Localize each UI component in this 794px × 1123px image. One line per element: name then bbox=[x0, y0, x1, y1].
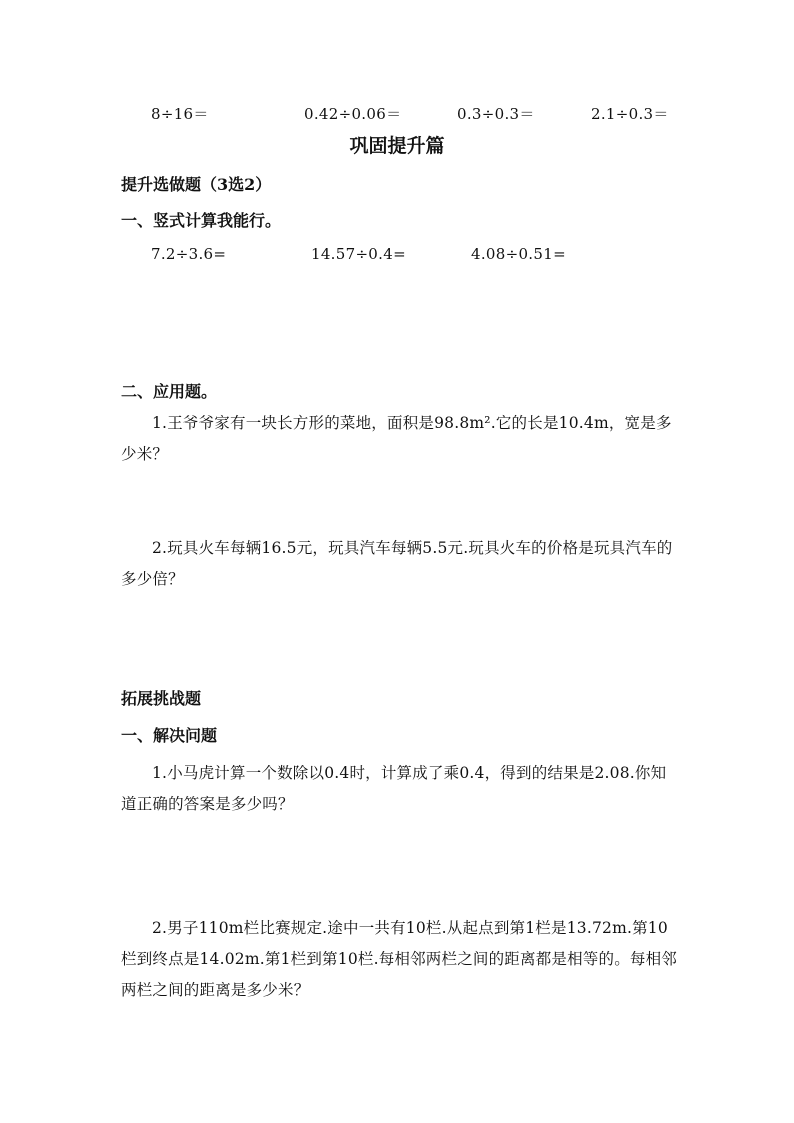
question-vegetable-field: 1.王爷爷家有一块长方形的菜地，面积是98.8m².它的长是10.4m，宽是多少米？ bbox=[121, 414, 672, 463]
section-heading-optional: 提升选做题（3选2） bbox=[121, 175, 272, 194]
part-heading-vertical-calc: 一、竖式计算我能行。 bbox=[121, 211, 282, 230]
page-title: 巩固提升篇 bbox=[349, 135, 445, 157]
vertical-calc-expr-3: 4.08÷0.51= bbox=[471, 245, 566, 263]
vertical-calc-expr-1: 7.2÷3.6= bbox=[151, 245, 227, 263]
vertical-calc-expr-2: 14.57÷0.4= bbox=[311, 245, 406, 263]
question-hurdles: 2.男子110m栏比赛规定.途中一共有10栏.从起点到第1栏是13.72m.第10栏到终点是14.02m.第1栏到第10栏.每相邻两栏之间的距离都是相等的。每相邻两栏之间的距离是多少米？ bbox=[121, 919, 678, 999]
calc-expr-1: 8÷16＝ bbox=[151, 105, 209, 123]
calc-expr-3: 0.3÷0.3＝ bbox=[457, 105, 535, 123]
part-heading-application: 二、应用题。 bbox=[121, 382, 218, 401]
part-heading-solve: 一、解决问题 bbox=[121, 726, 218, 745]
question-careless-calc: 1.小马虎计算一个数除以0.4时，计算成了乘0.4，得到的结果是2.08.你知道正确的答案是多少吗？ bbox=[121, 764, 667, 813]
section-heading-challenge: 拓展挑战题 bbox=[121, 689, 202, 708]
calc-expr-2: 0.42÷0.06＝ bbox=[304, 105, 402, 123]
question-toy-train: 2.玩具火车每辆16.5元，玩具汽车每辆5.5元.玩具火车的价格是玩具汽车的多少倍？ bbox=[121, 539, 673, 588]
calc-expr-4: 2.1÷0.3＝ bbox=[591, 105, 669, 123]
